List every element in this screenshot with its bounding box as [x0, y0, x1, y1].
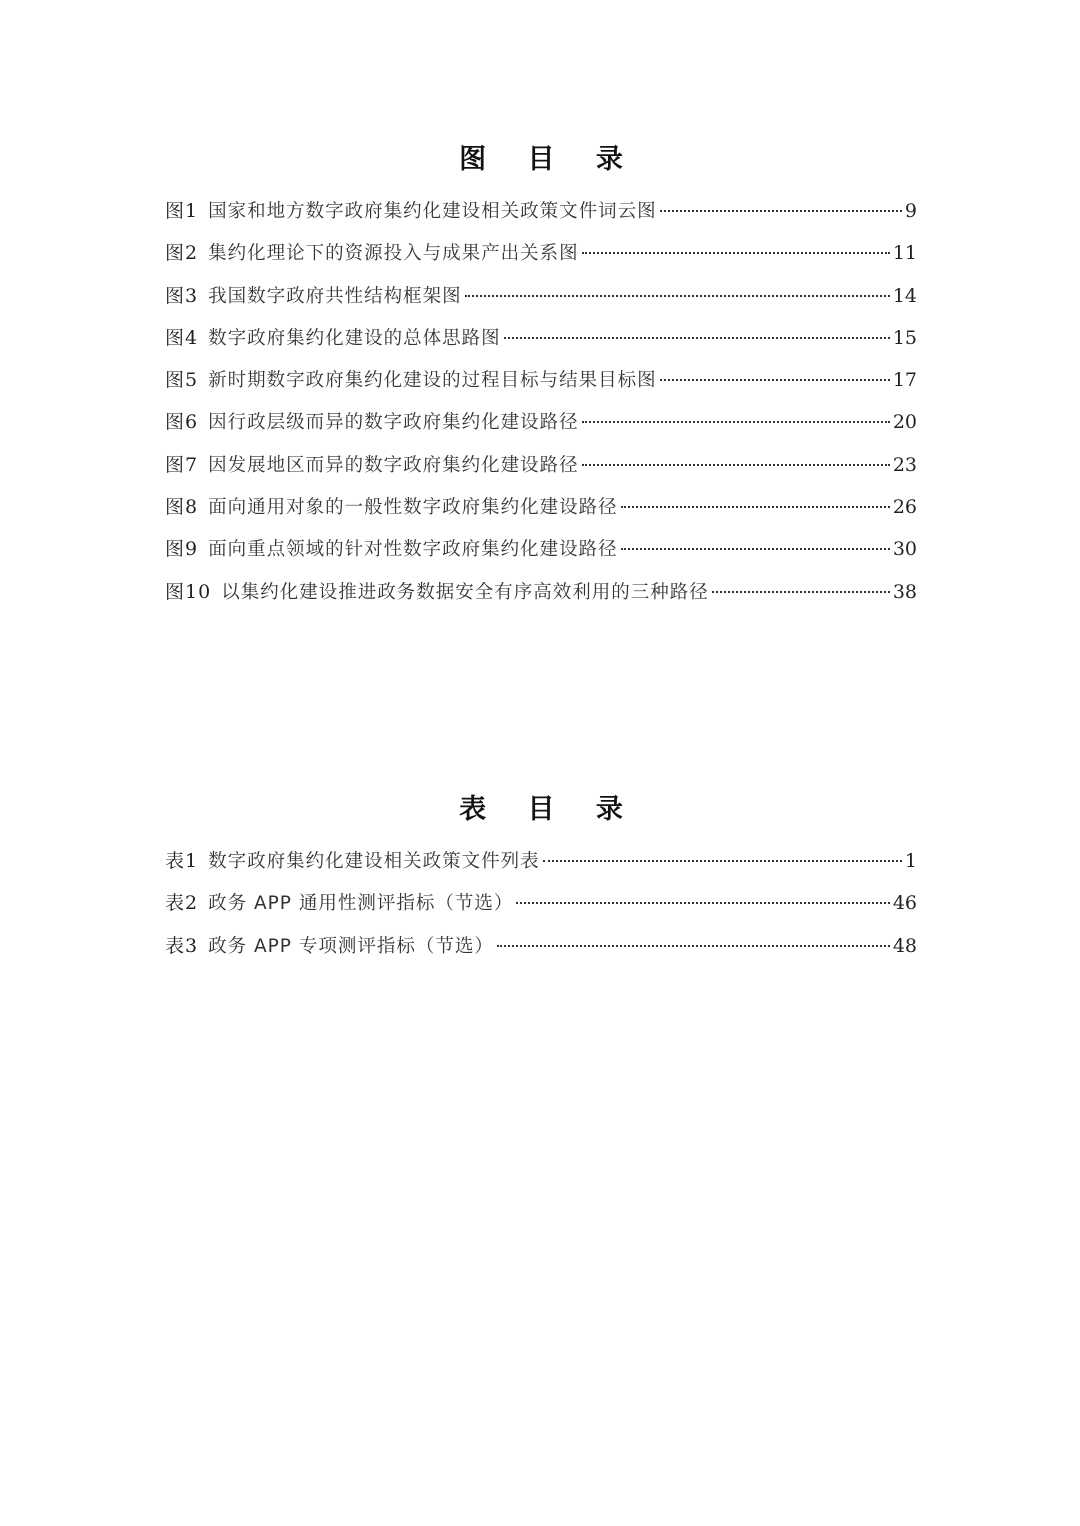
- entry-label: 图5: [165, 369, 199, 392]
- figure-toc-list: [165, 190, 917, 613]
- entry-page-number: 48: [892, 934, 917, 957]
- dot-leader: [465, 295, 890, 297]
- toc-entry[interactable]: [165, 232, 917, 274]
- entry-label: 表1: [165, 850, 199, 872]
- dot-leader: [582, 421, 890, 423]
- entry-label: 图7: [165, 453, 199, 476]
- toc-entry[interactable]: [165, 317, 917, 359]
- entry-label: 图4: [165, 326, 199, 349]
- entry-label: 表2: [165, 892, 199, 915]
- entry-page-number: 9: [904, 200, 917, 222]
- toc-entry[interactable]: [165, 925, 917, 967]
- entry-page-number: 11: [892, 242, 917, 265]
- entry-title: 政务 APP 专项测评指标（节选）: [208, 935, 494, 957]
- entry-page-number: 14: [892, 284, 917, 307]
- toc-entry[interactable]: [165, 359, 917, 401]
- figure-list-section: [165, 140, 917, 613]
- toc-entry[interactable]: [165, 190, 917, 232]
- entry-label: 图8: [165, 496, 199, 519]
- entry-title: 因行政层级而异的数字政府集约化建设路径: [208, 412, 579, 434]
- entry-label: 图1: [165, 200, 199, 222]
- entry-title: 新时期数字政府集约化建设的过程目标与结果目标图: [208, 370, 657, 392]
- entry-title: 集约化理论下的资源投入与成果产出关系图: [208, 243, 579, 265]
- entry-page-number: 1: [904, 850, 917, 872]
- dot-leader: [582, 464, 890, 466]
- toc-entry[interactable]: [165, 275, 917, 317]
- dot-leader: [543, 860, 902, 862]
- entry-label: 图6: [165, 411, 199, 434]
- toc-entry[interactable]: [165, 571, 917, 613]
- entry-page-number: 23: [892, 453, 917, 476]
- entry-page-number: 17: [892, 369, 917, 392]
- entry-page-number: 15: [892, 326, 917, 349]
- toc-entry[interactable]: [165, 486, 917, 528]
- entry-title: 我国数字政府共性结构框架图: [208, 285, 462, 307]
- toc-entry[interactable]: [165, 528, 917, 570]
- entry-label: 图10: [165, 580, 212, 603]
- entry-title: 面向重点领域的针对性数字政府集约化建设路径: [208, 539, 618, 561]
- table-list-section: [165, 790, 917, 967]
- figure-list-heading: 图 目 录: [459, 144, 639, 175]
- entry-page-number: 26: [892, 496, 917, 519]
- toc-entry[interactable]: [165, 882, 917, 924]
- entry-title: 以集约化建设推进政务数据安全有序高效利用的三种路径: [221, 581, 709, 603]
- toc-entry[interactable]: [165, 444, 917, 486]
- entry-label: 图3: [165, 284, 199, 307]
- table-list-heading: 表 目 录: [459, 794, 639, 825]
- entry-title: 数字政府集约化建设相关政策文件列表: [208, 851, 540, 872]
- toc-entry[interactable]: [165, 401, 917, 443]
- entry-page-number: 20: [892, 411, 917, 434]
- entry-page-number: 46: [892, 892, 917, 915]
- entry-title: 数字政府集约化建设的总体思路图: [208, 327, 501, 349]
- dot-leader: [621, 506, 890, 508]
- dot-leader: [582, 252, 890, 254]
- entry-title: 因发展地区而异的数字政府集约化建设路径: [208, 454, 579, 476]
- entry-label: 图9: [165, 538, 199, 561]
- toc-entry[interactable]: [165, 840, 917, 882]
- entry-title: 国家和地方数字政府集约化建设相关政策文件词云图: [208, 201, 657, 222]
- entry-title: 政务 APP 通用性测评指标（节选）: [208, 893, 514, 915]
- dot-leader: [660, 210, 902, 212]
- dot-leader: [504, 337, 890, 339]
- dot-leader: [497, 945, 890, 947]
- entry-page-number: 38: [892, 580, 917, 603]
- entry-label: 图2: [165, 242, 199, 265]
- entry-label: 表3: [165, 934, 199, 957]
- entry-title: 面向通用对象的一般性数字政府集约化建设路径: [208, 497, 618, 519]
- dot-leader: [712, 591, 890, 593]
- dot-leader: [516, 902, 889, 904]
- dot-leader: [621, 548, 890, 550]
- table-toc-list: [165, 840, 917, 967]
- dot-leader: [660, 379, 890, 381]
- entry-page-number: 30: [892, 538, 917, 561]
